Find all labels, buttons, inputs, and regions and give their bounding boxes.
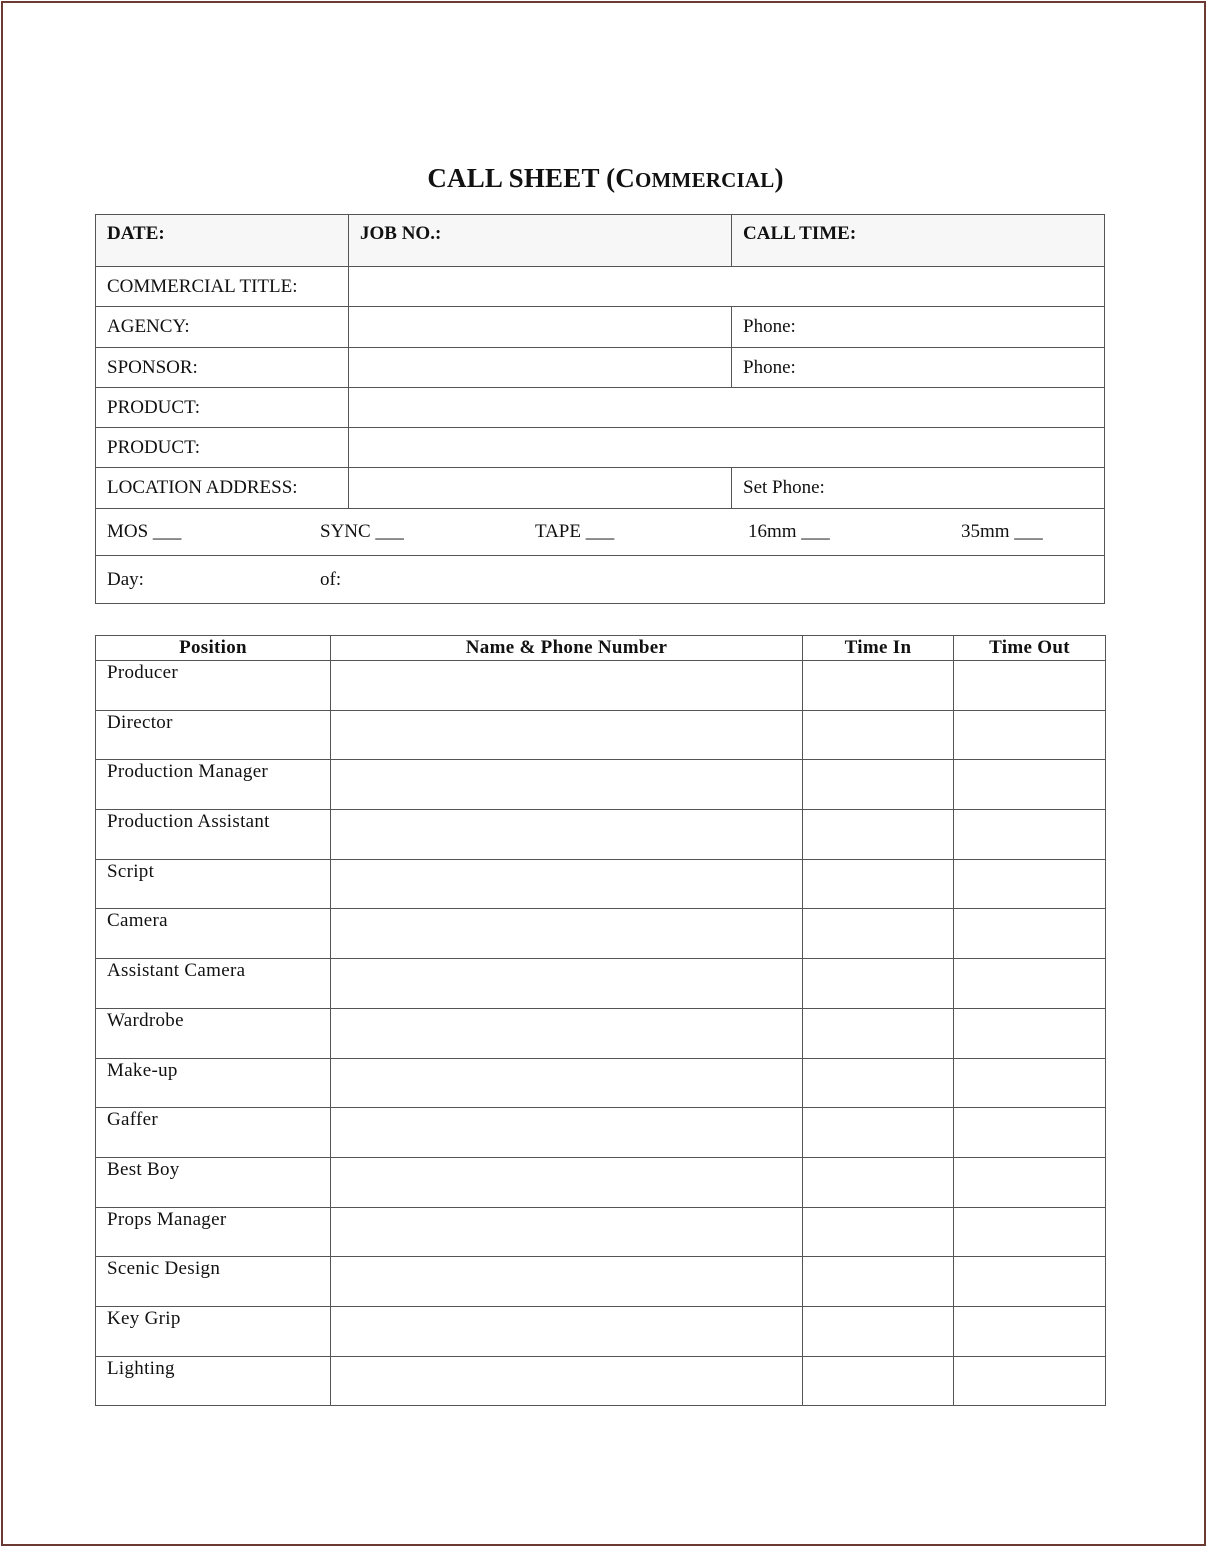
time-in-cell[interactable] <box>803 760 954 810</box>
name-phone-cell[interactable] <box>331 1108 803 1158</box>
35mm-option[interactable]: 35mm ___ <box>961 521 1043 542</box>
time-in-cell[interactable] <box>803 661 954 711</box>
table-row <box>96 1306 1106 1356</box>
day-label: Day: <box>107 568 144 590</box>
location-address-label: LOCATION ADDRESS: <box>107 477 298 498</box>
time-in-cell[interactable] <box>803 710 954 760</box>
job-info-grid <box>95 214 1105 604</box>
table-row <box>96 909 1106 959</box>
table-row <box>96 661 1106 711</box>
name-phone-cell[interactable] <box>331 959 803 1009</box>
crew-table-header <box>96 636 1106 661</box>
time-in-cell[interactable] <box>803 1008 954 1058</box>
set-phone-label: Set Phone: <box>731 468 1104 508</box>
time-out-cell[interactable] <box>954 810 1106 860</box>
sync-option[interactable]: SYNC ___ <box>320 521 404 542</box>
time-out-cell[interactable] <box>954 1157 1106 1207</box>
call-time-label: CALL TIME: <box>731 215 1104 266</box>
name-phone-cell[interactable] <box>331 1257 803 1307</box>
name-phone-cell[interactable] <box>331 859 803 909</box>
location-row <box>96 468 1104 509</box>
position-cell: Camera <box>96 909 331 959</box>
page-title: CALL SHEET (COMMERCIAL) <box>427 163 784 193</box>
name-phone-cell[interactable] <box>331 1008 803 1058</box>
time-in-cell[interactable] <box>803 1356 954 1406</box>
position-cell: Props Manager <box>96 1207 331 1257</box>
header-row <box>96 215 1104 267</box>
table-row <box>96 1257 1106 1307</box>
name-phone-cell[interactable] <box>331 1306 803 1356</box>
table-row <box>96 1356 1106 1406</box>
position-cell: Best Boy <box>96 1157 331 1207</box>
table-row <box>96 1157 1106 1207</box>
time-out-cell[interactable] <box>954 710 1106 760</box>
time-in-cell[interactable] <box>803 1306 954 1356</box>
position-cell: Gaffer <box>96 1108 331 1158</box>
crew-table-body <box>96 661 1106 1406</box>
position-cell: Scenic Design <box>96 1257 331 1307</box>
name-phone-cell[interactable] <box>331 661 803 711</box>
table-row <box>96 1108 1106 1158</box>
time-out-cell[interactable] <box>954 1257 1106 1307</box>
position-cell: Assistant Camera <box>96 959 331 1009</box>
sponsor-field[interactable] <box>348 348 731 387</box>
of-label: of: <box>320 568 342 590</box>
position-cell: Lighting <box>96 1356 331 1406</box>
table-row <box>96 1207 1106 1257</box>
time-in-cell[interactable] <box>803 810 954 860</box>
tape-option[interactable]: TAPE ___ <box>535 521 615 542</box>
date-label: DATE: <box>107 223 165 244</box>
name-phone-cell[interactable] <box>331 1356 803 1406</box>
product-label-1: PRODUCT: <box>107 396 201 418</box>
time-out-cell[interactable] <box>954 1207 1106 1257</box>
time-out-cell[interactable] <box>954 1108 1106 1158</box>
position-cell: Key Grip <box>96 1306 331 1356</box>
position-cell: Script <box>96 859 331 909</box>
16mm-option[interactable]: 16mm ___ <box>748 521 830 542</box>
position-header: Position <box>96 636 331 661</box>
agency-field[interactable] <box>348 307 731 347</box>
name-phone-cell[interactable] <box>331 1157 803 1207</box>
day-row <box>96 556 1104 603</box>
location-address-field[interactable] <box>348 468 731 508</box>
time-out-cell[interactable] <box>954 1058 1106 1108</box>
time-out-cell[interactable] <box>954 661 1106 711</box>
name-phone-cell[interactable] <box>331 710 803 760</box>
commercial-title-label: COMMERCIAL TITLE: <box>107 275 298 297</box>
product-label-2: PRODUCT: <box>107 436 201 458</box>
name-phone-cell[interactable] <box>331 760 803 810</box>
time-in-cell[interactable] <box>803 1257 954 1307</box>
agency-label: AGENCY: <box>107 316 190 337</box>
sponsor-phone-label: Phone: <box>731 348 1104 387</box>
product-field-1[interactable] <box>348 388 1104 427</box>
position-cell: Wardrobe <box>96 1008 331 1058</box>
product-row-1 <box>96 388 1104 428</box>
mos-option[interactable]: MOS ___ <box>107 521 182 542</box>
crew-table <box>95 635 1106 1406</box>
table-row <box>96 1058 1106 1108</box>
name-phone-cell[interactable] <box>331 1207 803 1257</box>
commercial-title-field[interactable] <box>348 267 1104 306</box>
table-row <box>96 760 1106 810</box>
time-in-header: Time In <box>803 636 954 661</box>
name-phone-header: Name & Phone Number <box>331 636 803 661</box>
time-in-cell[interactable] <box>803 909 954 959</box>
time-out-cell[interactable] <box>954 1306 1106 1356</box>
name-phone-cell[interactable] <box>331 810 803 860</box>
agency-phone-label: Phone: <box>731 307 1104 347</box>
time-in-cell[interactable] <box>803 1108 954 1158</box>
time-in-cell[interactable] <box>803 859 954 909</box>
time-out-cell[interactable] <box>954 1356 1106 1406</box>
commercial-title-row <box>96 267 1104 307</box>
table-row <box>96 859 1106 909</box>
name-phone-cell[interactable] <box>331 909 803 959</box>
name-phone-cell[interactable] <box>331 1058 803 1108</box>
agency-row <box>96 307 1104 348</box>
format-row <box>96 509 1104 556</box>
sponsor-row <box>96 348 1104 388</box>
product-field-2[interactable] <box>348 428 1104 467</box>
job-no-label: JOB NO.: <box>348 215 731 266</box>
time-out-cell[interactable] <box>954 760 1106 810</box>
time-in-cell[interactable] <box>803 1058 954 1108</box>
position-cell: Producer <box>96 661 331 711</box>
position-cell: Production Assistant <box>96 810 331 860</box>
time-out-cell[interactable] <box>954 909 1106 959</box>
table-row <box>96 710 1106 760</box>
position-cell: Director <box>96 710 331 760</box>
time-out-cell[interactable] <box>954 959 1106 1009</box>
time-in-cell[interactable] <box>803 1207 954 1257</box>
time-out-cell[interactable] <box>954 859 1106 909</box>
time-out-header: Time Out <box>954 636 1106 661</box>
product-row-2 <box>96 428 1104 468</box>
table-row <box>96 959 1106 1009</box>
time-in-cell[interactable] <box>803 959 954 1009</box>
time-in-cell[interactable] <box>803 1157 954 1207</box>
table-row <box>96 1008 1106 1058</box>
position-cell: Production Manager <box>96 760 331 810</box>
table-row <box>96 810 1106 860</box>
time-out-cell[interactable] <box>954 1008 1106 1058</box>
position-cell: Make-up <box>96 1058 331 1108</box>
sponsor-label: SPONSOR: <box>107 356 198 378</box>
